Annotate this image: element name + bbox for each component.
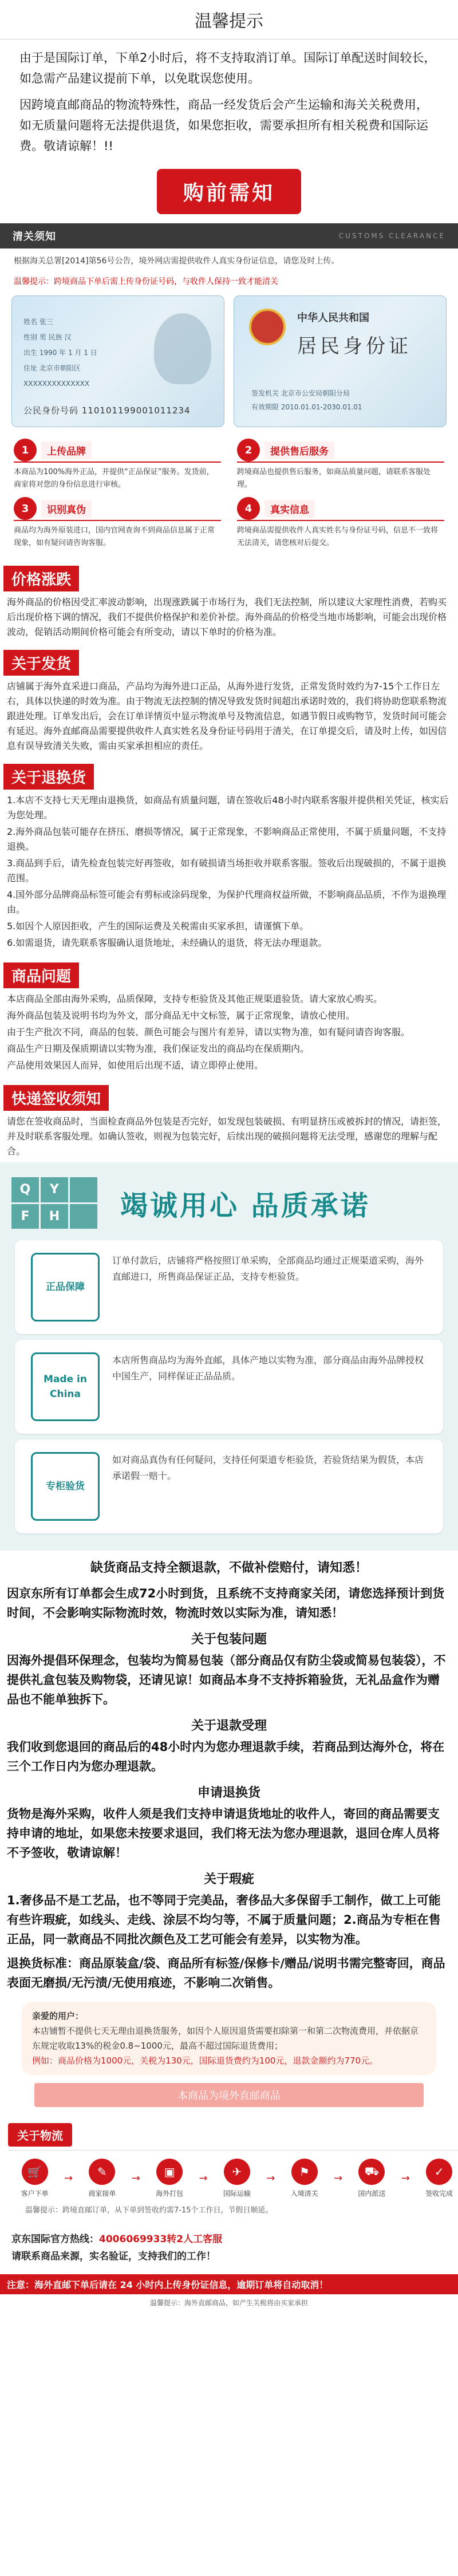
price-title: 价格涨跌 xyxy=(3,566,79,591)
arrow-icon: → xyxy=(333,2172,343,2184)
return-line: 4.国外部分品牌商品标签可能会有剪标或涂码现象，为保护代理商权益所做，不影响商品品质，不作为退换理由。 xyxy=(7,889,447,915)
quality-text xyxy=(0,988,458,1078)
promise-title: 竭诚用心 品质承诺 xyxy=(120,1189,370,1222)
tips-line: 例如：商品价格为1000元，关税为130元，国际退货费约为100元，退款金额约为770元。 xyxy=(32,2056,378,2066)
delivery-notice: 因京东所有订单都会生成72小时到货，且系统不支持商家关闭，请您选择预计到货时间，不会影响实际物流时效，物流时效以实际为准，请知悉！ xyxy=(7,1587,445,1620)
flow-label: 客户下单 xyxy=(21,2190,49,2198)
refund-tips-box xyxy=(22,2002,436,2075)
flow-step xyxy=(145,2159,194,2198)
store-logo xyxy=(11,1177,97,1229)
direct-mail-bar: 本商品为境外直邮商品 xyxy=(34,2083,424,2107)
quality-line: 商品生产日期及保质期请以实物为准，我们保证发出的商品均在保质期内。 xyxy=(7,1043,310,1054)
bottom-warning-bar: 注意：海外直邮下单后请在 24 小时内上传身份证信息，逾期订单将自动取消！ xyxy=(0,2274,458,2294)
promise-card xyxy=(15,1340,443,1434)
promise-head xyxy=(0,1169,458,1234)
customs-icon: ⚑ xyxy=(291,2159,318,2185)
promise-text: 订单付款后，店铺将严格按照订单采购，全部商品均通过正规渠道采购，海外直邮进口，所售商品保证正品，支持专柜验货。 xyxy=(112,1255,424,1282)
return-line: 5.如因个人原因拒收，产生的国际运费及关税需由买家承担，请谨慎下单。 xyxy=(7,921,309,932)
quality-title: 商品问题 xyxy=(3,962,79,988)
purchase-banner-wrap xyxy=(0,165,458,223)
hotline-number[interactable]: 4006069933转2人工客服 xyxy=(99,2234,223,2245)
policy-section xyxy=(0,1551,458,2115)
id-cards xyxy=(0,290,458,433)
truck-icon: ⛟ xyxy=(358,2159,385,2185)
quality-line: 产品使用效果因人而异，如使用后出现不适，请立即停止使用。 xyxy=(7,1060,264,1071)
logo-cell: Q xyxy=(11,1177,39,1202)
return-line: 6.如需退货，请先联系客服确认退货地址，未经确认的退货，将无法办理退款。 xyxy=(7,937,327,948)
flow-label: 国内派送 xyxy=(358,2190,386,2198)
step-item xyxy=(14,439,221,491)
step-title: 上传品牌 xyxy=(41,441,92,459)
step-body: 跨境商品需提供收件人真实姓名与身份证号码，信息不一致将无法清关，请您核对后提交。 xyxy=(237,526,439,547)
purchase-banner: 购前需知 xyxy=(157,169,301,214)
logistics-flow xyxy=(8,2123,458,2219)
return-line: 2.海外商品包装可能存在挤压、磨损等情况，属于正常现象，不影响商品正常使用，不属于质量问题，不支持退换。 xyxy=(7,826,447,852)
contact-section xyxy=(0,2227,458,2269)
logo-cell: F xyxy=(11,1204,39,1229)
price-section xyxy=(0,559,458,643)
customs-section xyxy=(0,223,458,559)
flow-step xyxy=(348,2159,396,2198)
flow-step xyxy=(213,2159,261,2198)
logo-cell: Y xyxy=(41,1177,68,1202)
return-line: 3.商品到手后，请先检查包装完好再签收，如有破损请当场拒收并联系客服。签收后出现破损的，不属于退换范围。 xyxy=(7,858,447,883)
id-line: 出生 1990 年 1 月 1 日 xyxy=(23,349,97,357)
notice-text xyxy=(0,42,458,165)
package-icon: ▣ xyxy=(156,2159,183,2185)
notice-line: 由于是国际订单，下单2小时后，将不支持取消订单。国际订单配送时间较长，如急需产品建议提前下单，以免耽误您使用。 xyxy=(19,51,436,85)
id-card-front xyxy=(11,295,224,427)
check-icon: ✓ xyxy=(426,2159,452,2185)
flow-label: 签收完成 xyxy=(425,2190,453,2198)
id-front-lines xyxy=(23,314,97,392)
arrow-icon: → xyxy=(401,2172,410,2184)
tips-title: 亲爱的用户： xyxy=(32,2011,84,2021)
flow-step xyxy=(78,2159,126,2198)
step-head xyxy=(14,439,221,463)
id-issuer: 签发机关 北京市公安局朝阳分局 xyxy=(251,389,350,397)
standard-text: 退换货标准：商品原装盒/袋、商品所有标签/保修卡/赠品/说明书需完整寄回，商品表面无磨损/无污渍/无使用痕迹，不影响二次销售。 xyxy=(7,1956,445,1990)
quality-line: 由于生产批次不同，商品的包装、颜色可能会与图片有差异，请以实物为准，如有疑问请咨询客服。 xyxy=(7,1027,410,1037)
quality-line: 海外商品包装及说明书均为外文，部分商品无中文标签，属于正常现象，请放心使用。 xyxy=(7,1010,356,1021)
flow-label: 入境清关 xyxy=(290,2190,318,2198)
step-head xyxy=(237,497,444,521)
flow-note: 温馨提示：跨境直邮订单，从下单到签收约需7-15个工作日，节假日顺延。 xyxy=(25,2206,273,2215)
cart-icon: 🛒 xyxy=(22,2159,48,2185)
flow-title: 关于物流 xyxy=(8,2123,72,2147)
flow-label: 商家接单 xyxy=(88,2190,116,2198)
step-number: 2 xyxy=(237,439,260,461)
plane-icon: ✈ xyxy=(224,2159,250,2185)
exchange-title: 申请退换货 xyxy=(197,1786,260,1800)
receipt-title: 快递签收须知 xyxy=(3,1085,109,1111)
footer-note: 温馨提示：海外直邮商品，如产生关税将由买家承担 xyxy=(149,2299,308,2307)
promise-tag: 专柜验货 xyxy=(31,1452,100,1521)
return-section xyxy=(0,757,458,956)
hotline xyxy=(11,2231,447,2248)
packaging-text: 因海外提倡环保理念，包装均为简易包装（部分商品仅有防尘袋或简易包装袋），不提供礼盒包装及购物袋，还请见谅！如商品本身不支持拆箱验货，无礼品盒作为赠品也不能单独拆下。 xyxy=(7,1654,446,1706)
step-body: 商品均为海外原装进口，国内官网查询不到商品信息属于正常现象，如有疑问请咨询客服。 xyxy=(14,526,215,547)
divider xyxy=(0,39,458,40)
shipping-section xyxy=(0,643,458,757)
arrow-icon: → xyxy=(199,2172,208,2184)
step-title: 提供售后服务 xyxy=(264,441,334,459)
logo-cell xyxy=(70,1204,97,1229)
id-card-back xyxy=(234,295,447,427)
id-line: 姓名 张三 xyxy=(23,318,53,326)
id-number-label: 公民身份号码 xyxy=(23,405,79,416)
flow-step xyxy=(11,2159,59,2198)
step-item xyxy=(237,497,444,550)
step-body: 本商品为100%海外正品，并提供“正品保证”服务。发货前，商家将对您的身份信息进行审核。 xyxy=(14,468,214,489)
receipt-section xyxy=(0,1078,458,1162)
id-photo xyxy=(154,313,211,384)
step-body: 跨境商品也提供售后服务，如商品质量问题，请联系客服处理。 xyxy=(237,468,431,489)
step-title: 识别真伪 xyxy=(41,500,92,518)
standard-title: 退换货标准 xyxy=(7,1956,67,1970)
step-head xyxy=(237,439,444,463)
step-title: 真实信息 xyxy=(264,500,315,518)
tips-line: 本店铺暂不提供七天无理由退换货服务，如因个人原因退货需要扣除第一和第二次物流费用，并依据京东规定收取13%的税金0.8~1000元，最高不超过国际退货费用； xyxy=(32,2026,419,2051)
arrow-icon: → xyxy=(64,2172,73,2184)
promise-tag: 正品保障 xyxy=(31,1253,100,1321)
national-emblem-icon xyxy=(249,309,286,345)
refund-title: 关于退款受理 xyxy=(191,1719,267,1733)
promise-text: 本店所售商品均为海外直邮，具体产地以实物为准，部分商品由海外品牌授权中国生产，同样保证正品品质。 xyxy=(112,1355,424,1382)
packaging-title: 关于包装问题 xyxy=(191,1632,267,1647)
id-country: 中华人民共和国 xyxy=(297,312,369,324)
logo-cell: H xyxy=(41,1204,68,1229)
price-text: 海外商品的价格因受汇率波动影响，出现涨跌属于市场行为，我们无法控制，所以建议大家理性消费，若购买后出现价格下调的情况，我们不提供价格保护和差价补偿。海外商品的价格受当地市场影响，可能会出现价格波动，促销活动期间价格可能会有所变动，请以下单时的价格为准。 xyxy=(7,597,447,637)
customs-basis: 根据海关总署[2014]第56号公告，境外网店需提供收件人真实身份证信息，请您及时上传。 xyxy=(14,257,339,266)
id-valid: 有效期限 2010.01.01-2030.01.01 xyxy=(251,403,362,411)
id-number-value: 110101199001011234 xyxy=(81,405,191,416)
notice-section xyxy=(0,0,458,223)
customs-header-sub: CUSTOMS CLEARANCE xyxy=(338,232,445,240)
step-number: 1 xyxy=(14,439,37,461)
step-item xyxy=(237,439,444,491)
shipping-text: 店铺属于海外直采进口商品，产品均为海外进口正品，从海外进行发货，正常发货时效约为7-15个工作日左右，具体以快递的时效为准。由于物流无法控制的情况导致发货时间超出承诺时效的，我们将协助您联系物流跟进处理。订单发出后，会在订单详情页中显示物流单号及物流信息，如遇节假日或购物节，发货时间可能会有延迟。海外直邮商品需要提供收件人真实姓名及身份证号码用于清关，在订单提交后，请及时上传，如因信息有误导致清关失败，需由买家承担相应的责任。 xyxy=(7,681,447,751)
promise-card xyxy=(15,1240,443,1334)
step-number: 4 xyxy=(237,497,260,520)
flow-step xyxy=(281,2159,329,2198)
receipt-text: 请您在签收商品时，当面检查商品外包装是否完好，如发现包装破损、有明显挤压或被拆封的情况，请拒签，并及时联系客服处理。如确认签收，则视为包装完好，后续出现的破损问题将无法受理，感谢您的理解与配合。 xyxy=(7,1116,447,1157)
customs-header-title: 清关须知 xyxy=(13,231,56,243)
arrow-icon: → xyxy=(131,2172,140,2184)
step-head xyxy=(14,497,221,521)
stockout-notice: 缺货商品支持全额退款，不做补偿赔付，请知悉！ xyxy=(90,1561,368,1575)
quality-line: 本店商品全部由海外采购，品质保障，支持专柜验货及其他正规渠道验货。请大家放心购买。 xyxy=(7,993,383,1004)
notice-title: 温馨提示 xyxy=(195,11,263,31)
order-icon: ✎ xyxy=(89,2159,115,2185)
return-text xyxy=(0,790,458,956)
quality-section xyxy=(0,956,458,1078)
flow-row xyxy=(8,2150,458,2202)
standard-body: 商品原装盒/袋、商品所有标签/保修卡/赠品/说明书需完整寄回，商品表面无磨损/无污渍/无使用痕迹，不影响二次销售。 xyxy=(7,1956,445,1990)
flow-label: 海外打包 xyxy=(156,2190,184,2198)
id-line: 住址 北京市朝阳区 xyxy=(23,364,81,372)
logo-cell xyxy=(70,1177,97,1202)
customs-steps xyxy=(0,433,458,559)
exchange-text: 货物是海外采购，收件人须是我们支持申请退货地址的收件人，寄回的商品需要支持申请的地址，如果您未按要求退回，我们将无法为您办理退款，退回仓库人员将不予签收，敬请谅解！ xyxy=(7,1807,440,1860)
notice-line: 因跨境直邮商品的物流特殊性，商品一经发货后会产生运输和海关关税费用，如无质量问题将无法提供退货，如果您拒收，需要承担所有相关税费和国际运费。敬请谅解！!! xyxy=(19,98,428,153)
verify-notice: 请联系商品来源，实名验证，支持我们的工作！ xyxy=(11,2251,216,2262)
flaw-title: 关于瑕疵 xyxy=(203,1872,254,1887)
promise-card xyxy=(15,1439,443,1533)
return-line: 1.本店不支持七天无理由退换货，如商品有质量问题，请在签收后48小时内联系客服并提供相关凭证，核实后为您处理。 xyxy=(7,795,449,820)
return-title: 关于退换货 xyxy=(3,764,94,790)
step-item xyxy=(14,497,221,550)
id-back-info xyxy=(251,386,362,414)
id-number xyxy=(23,404,191,416)
promise-section xyxy=(0,1162,458,1551)
flow-label: 国际运输 xyxy=(223,2190,251,2198)
flaw-text: 1.奢侈品不是工艺品，也不等同于完美品，奢侈品大多保留手工制作，做工上可能有些许瑕疵，如线头、走线、涂层不均匀等，不属于质量问题；2.商品为专柜在售正品，同一款商品不同批次颜色及工艺可能会有差异，以实物为准。 xyxy=(7,1893,441,1946)
arrow-icon: → xyxy=(266,2172,275,2184)
promise-tag: Made in China xyxy=(31,1352,100,1421)
step-number: 3 xyxy=(14,497,37,520)
hotline-label: 京东国际官方热线： xyxy=(11,2234,99,2245)
shipping-title: 关于发货 xyxy=(3,650,79,676)
id-line: XXXXXXXXXXXXXX xyxy=(23,380,90,388)
promise-text: 如对商品真伪有任何疑问，支持任何渠道专柜验货，若验货结果为假货，本店承诺假一赔十。 xyxy=(112,1454,424,1481)
id-title: 居民身份证 xyxy=(297,335,412,358)
id-line: 性别 男 民族 汉 xyxy=(23,333,72,341)
flow-step xyxy=(415,2159,458,2198)
refund-text: 我们收到您退回的商品后的48小时内为您办理退款手续，若商品到达海外仓，将在三个工作日内为您办理退款。 xyxy=(7,1740,445,1773)
customs-reminder: 温馨提示：跨境商品下单后需上传身份证号码，与收件人保持一致才能清关 xyxy=(14,277,278,286)
customs-header xyxy=(0,223,458,248)
